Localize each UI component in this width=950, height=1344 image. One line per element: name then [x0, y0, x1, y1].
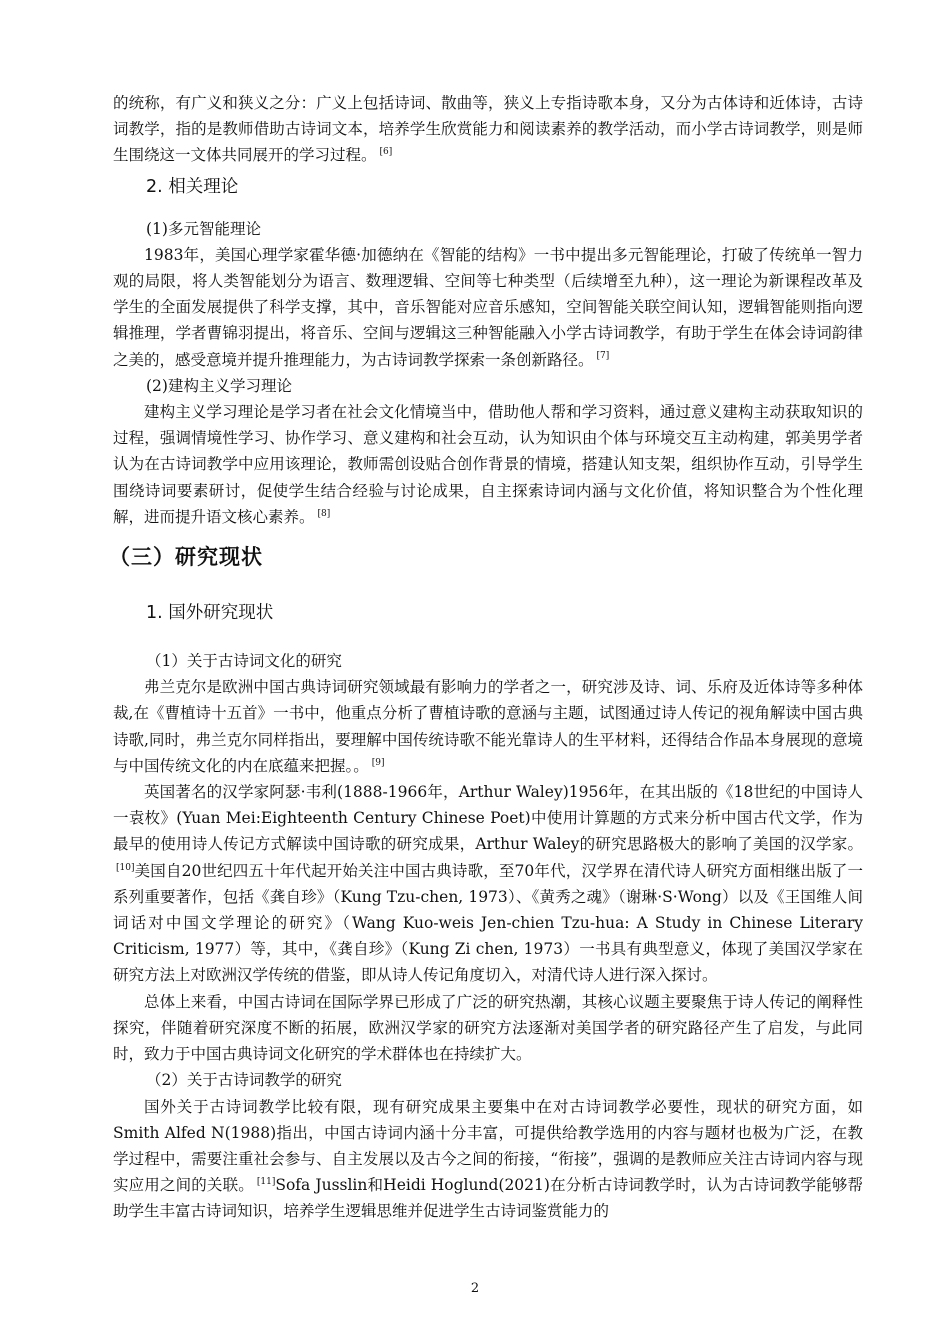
paragraph-definition [113, 90, 863, 169]
citation-ref: [11] [256, 1176, 276, 1187]
chapter-heading-research-status: （三）研究现状 [109, 545, 263, 570]
paragraph-text: 1983年，美国心理学家霍华德·加德纳在《智能的结构》一书中提出多元智能理论，打破了传统单一智力观的局限，将人类智能划分为语言、数理逻辑、空间等七种类型（后续增至九种），这一理论为新课程改革及学生的全面发展提供了科学支撑，其中，音乐智能对应音乐感知，空间智能关联空间认知，逻辑智能则指向逻辑推理，学者曹锦羽提出，将音乐、空间与逻辑这三种智能融入小学古诗词教学，有助于学生在体会诗词韵律之美的，感受意境并提升推理能力，为古诗词教学探索一条创新路径。 [113, 245, 863, 369]
paragraph-text: 英国著名的汉学家阿瑟·韦利(1888-1966年，Arthur Waley)1956年，在其出版的《18世纪的中国诗人一袁枚》(Yuan Mei:Eighteenth Century Chinese Poet)中使用计算题的方式来分析中国古代文学，作为最早的使用诗人传记方式解读中国诗歌的研究成果，Arthur Waley的研究思路极大的影响了美国的汉学家。 [113, 783, 863, 854]
paragraph-text: Sofa Jusslin和Heidi Hoglund(2021)在分析古诗词教学时，认为古诗词教学能够帮助学生丰富古诗词知识，培养学生逻辑思维并促进学生古诗词鉴赏能力的 [113, 1176, 863, 1221]
paragraph-frankel [113, 674, 863, 779]
page-body [109, 90, 863, 1225]
paragraph-waley [113, 779, 863, 989]
section-heading-related-theory: 2. 相关理论 [146, 176, 239, 197]
citation-ref: [8] [317, 508, 331, 519]
paragraph-text: 美国自20世纪四五十年代起开始关注中国古典诗歌，至70年代，汉学界在清代诗人研究方面相继出版了一系列重要著作，包括《龚自珍》（Kung Tzu-chen, 1973）、《黄秀之魂》（谢琳·S·Wong）以及《王国维人间词话对中国文学理论的研究》（Wang Kuo-weis Jen-chien Tzu-hua: A Study in Chinese Literary Criticism, 1977）等，其中，《龚自珍》（Kung Zi chen, 1973）一书具有典型意义，体现了美国汉学家在研究方法上对欧洲汉学传统的借鉴，即从诗人传记角度切入，对清代诗人进行深入探讨。 [113, 861, 863, 985]
subheading-poetry-culture: （1）关于古诗词文化的研究 [146, 652, 342, 671]
citation-ref: [9] [371, 757, 385, 768]
paragraph-text: 建构主义学习理论是学习者在社会文化情境当中，借助他人帮和学习资料，通过意义建构主动获取知识的过程，强调情境性学习、协作学习、意义建构和社会互动，认为知识由个体与环境交互主动构建，郭美男学者认为在古诗词教学中应用该理论，教师需创设贴合创作背景的情境，搭建认知支架，组织协作互动，引导学生围绕诗词要素研讨，促使学生结合经验与讨论成果，自主探索诗词内涵与文化价值，将知识整合为个性化理解，进而提升语文核心素养。 [113, 403, 863, 526]
subheading-poetry-teaching: （2）关于古诗词教学的研究 [146, 1071, 342, 1090]
section-heading-foreign-status: 1. 国外研究现状 [146, 603, 274, 624]
page-number: 2 [470, 1281, 480, 1296]
paragraph-text: 的统称，有广义和狭义之分：广义上包括诗词、散曲等，狭义上专指诗歌本身，又分为古体诗和近体诗，古诗词教学，指的是教师借助古诗词文本，培养学生欣赏能力和阅读素养的教学活动，而小学古诗词教学，则是师生围绕这一文体共同展开的学习过程。 [113, 94, 863, 165]
paragraph-teaching-research [113, 1094, 863, 1225]
paragraph-text: 弗兰克尔是欧洲中国古典诗词研究领域最有影响力的学者之一，研究涉及诗、词、乐府及近体诗等多种体裁,在《曹植诗十五首》一书中，他重点分析了曹植诗歌的意涵与主题，试图通过诗人传记的视角解读中国古典诗歌,同时，弗兰克尔同样指出，要理解中国传统诗歌不能光靠诗人的生平材料，还得结合作品本身展现的意境与中国传统文化的内在底蕴来把握。。 [113, 678, 863, 775]
paragraph-constructivism [113, 399, 863, 530]
subheading-multiple-intelligences: (1)多元智能理论 [146, 219, 261, 238]
paragraph-multiple-intelligences [113, 242, 863, 373]
citation-ref: [6] [379, 147, 393, 158]
paragraph-summary: 总体上来看，中国古诗词在国际学界已形成了广泛的研究热潮，其核心议题主要聚焦于诗人传记的阐释性探究，伴随着研究深度不断的拓展，欧洲汉学家的研究方法逐渐对美国学者的研究路径产生了启发，与此同时，致力于中国古典诗词文化研究的学术群体也在持续扩大。 [113, 992, 863, 1064]
citation-ref: [10] [116, 862, 135, 873]
subheading-constructivism: (2)建构主义学习理论 [146, 376, 292, 395]
citation-ref: [7] [596, 351, 610, 362]
paragraph-text: 国外关于古诗词教学比较有限，现有研究成果主要集中在对古诗词教学必要性，现状的研究方面，如Smith Alfed N(1988)指出，中国古诗词内涵十分丰富，可提供给教学选用的内容与题材也极为广泛，在教学过程中，需要注重社会参与、自主发展以及古今之间的衔接，“衔接”，强调的是教师应关注古诗词内容与现实应用之间的关联。 [113, 1097, 863, 1195]
